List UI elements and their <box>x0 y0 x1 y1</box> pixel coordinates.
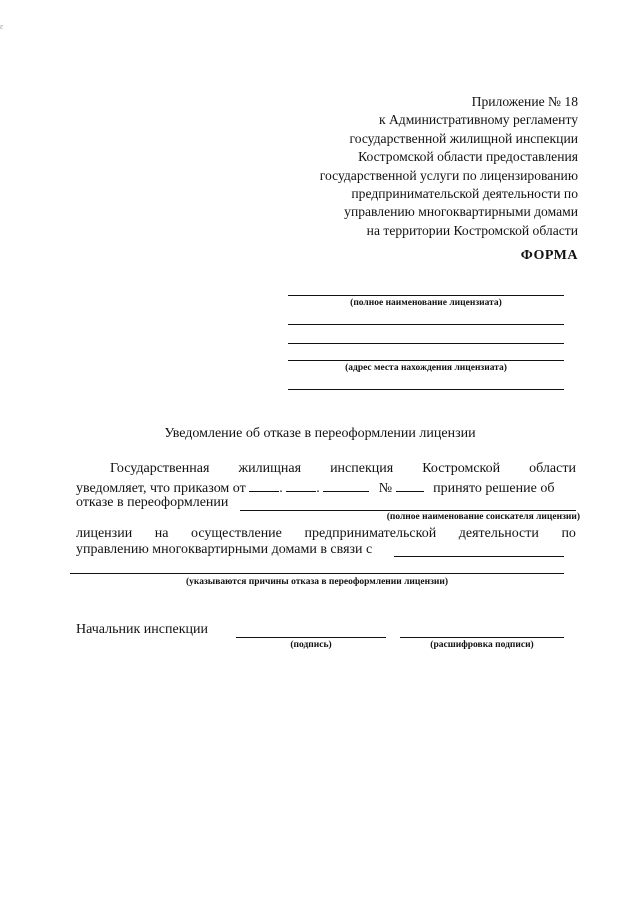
header-line: к Административному регламенту <box>378 112 578 128</box>
licensee-name-caption: (полное наименование лицензиата) <box>350 298 502 308</box>
reason-line-2 <box>70 573 564 574</box>
body-line-3: отказе в переоформлении <box>76 495 229 510</box>
header-line: Костромской области предоставления <box>358 149 578 165</box>
licensee-address-caption: (адрес места нахождения лицензиата) <box>345 363 507 373</box>
signature-decoding-caption: (расшифровка подписи) <box>430 640 534 650</box>
signature-caption: (подпись) <box>290 640 332 650</box>
licensee-name-line <box>288 295 564 296</box>
appendix-header <box>278 93 578 240</box>
scan-edge-mark: ε <box>0 22 4 31</box>
reasons-caption: (указываются причины отказа в переоформлении лицензии) <box>185 577 448 587</box>
body-line-5: управлению многоквартирными домами в связи с <box>76 542 373 557</box>
body-word: предпринимательской <box>304 526 437 541</box>
body-word: на <box>154 526 169 541</box>
header-line: государственной услуги по лицензированию <box>319 167 578 183</box>
body-word: области <box>529 461 576 476</box>
reason-line-1 <box>394 556 564 557</box>
header-line: предпринимательской деятельности по <box>351 186 578 202</box>
body-line-1 <box>110 461 576 477</box>
body-word: деятельности <box>458 526 539 541</box>
body-word: инспекция <box>330 461 394 476</box>
header-line: управлению многоквартирными домами <box>344 204 578 220</box>
order-day-blank <box>249 479 279 492</box>
licensee-name-line-2 <box>288 324 564 325</box>
order-month-blank <box>286 479 316 492</box>
applicant-caption: (полное наименование соискателя лицензии) <box>386 512 580 522</box>
document-title: Уведомление об отказе в переоформлении лицензии <box>164 426 476 441</box>
body-word: Государственная <box>110 461 210 476</box>
order-year-blank <box>323 479 369 492</box>
body-word: осуществление <box>191 526 282 541</box>
order-number-blank <box>396 479 424 492</box>
applicant-name-line <box>240 510 576 511</box>
signature-line <box>236 637 386 638</box>
header-line: Приложение № 18 <box>471 94 578 109</box>
body-word: Костромской <box>422 461 501 476</box>
licensee-address-line-3 <box>288 389 564 390</box>
body-word: лицензии <box>76 526 133 541</box>
header-line: на территории Костромской области <box>366 222 578 238</box>
signatory-position: Начальник инспекции <box>76 622 208 637</box>
header-line: государственной жилищной инспекции <box>349 130 578 146</box>
signature-decoding-line <box>400 637 564 638</box>
licensee-address-line <box>288 343 564 344</box>
licensee-address-line-2 <box>288 360 564 361</box>
body-line-2: уведомляет, что приказом от . . № принято решение об <box>76 481 555 496</box>
body-line-4 <box>76 526 576 542</box>
body-word: по <box>561 526 576 541</box>
form-label: ФОРМА <box>520 248 578 263</box>
body-word: жилищная <box>238 461 302 476</box>
